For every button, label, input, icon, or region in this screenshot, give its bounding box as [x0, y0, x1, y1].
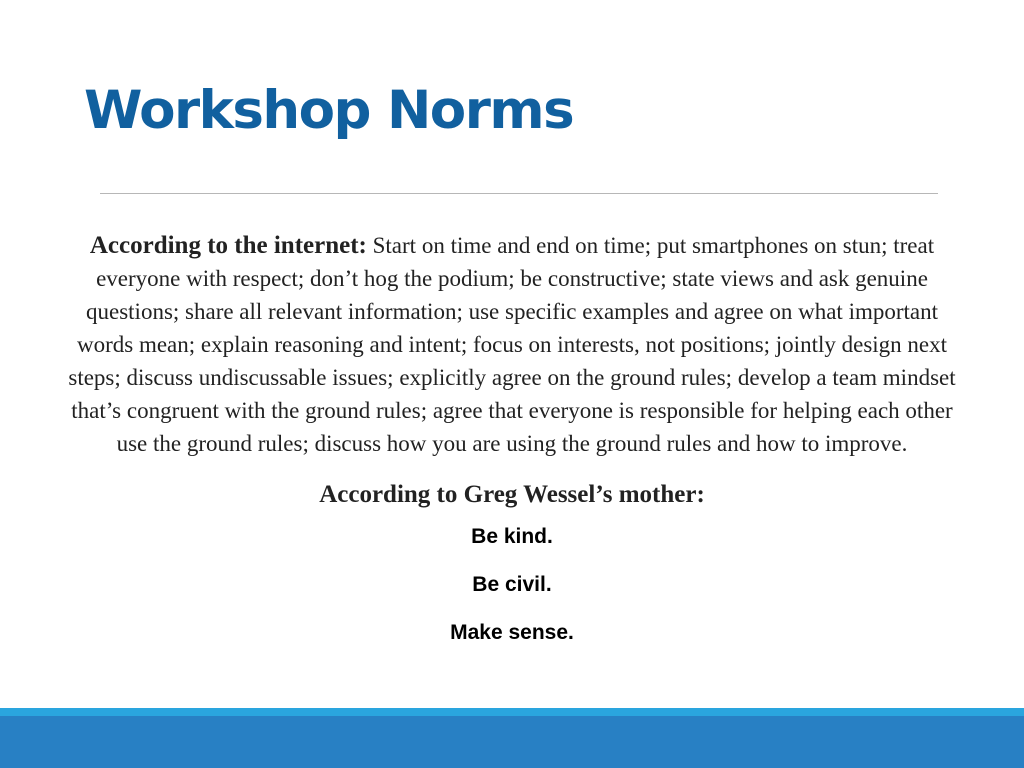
footer-band-dark — [0, 716, 1024, 768]
internet-paragraph — [66, 229, 958, 460]
slide-body — [66, 229, 958, 657]
page-title: Workshop Norms — [84, 80, 574, 141]
mother-heading: According to Greg Wessel’s mother: — [319, 481, 705, 508]
internet-lead: According to the internet: — [89, 232, 367, 259]
internet-text: Start on time and end on time; put smartphones on stun; treat everyone with respect; don’t hog the podium; be constructive; state views and ask genuine questions; share all relevant information; use specific examples and agree on what important words mean; explain reasoning and intent; focus on interests, not positions; jointly design next steps; discuss undiscussable issues; explicitly agree on the ground rules; develop a team mindset that’s congruent with the ground rules; agree that everyone is responsible for helping each other use the ground rules; discuss how you are using the ground rules and how to improve. — [68, 233, 956, 456]
rule-item-make-sense: Make sense. — [450, 621, 574, 644]
mother-rules-list — [66, 513, 958, 657]
title-divider — [100, 193, 938, 194]
rule-item-be-civil: Be civil. — [472, 573, 552, 596]
footer-band-light — [0, 708, 1024, 716]
rule-item-be-kind: Be kind. — [471, 525, 553, 548]
